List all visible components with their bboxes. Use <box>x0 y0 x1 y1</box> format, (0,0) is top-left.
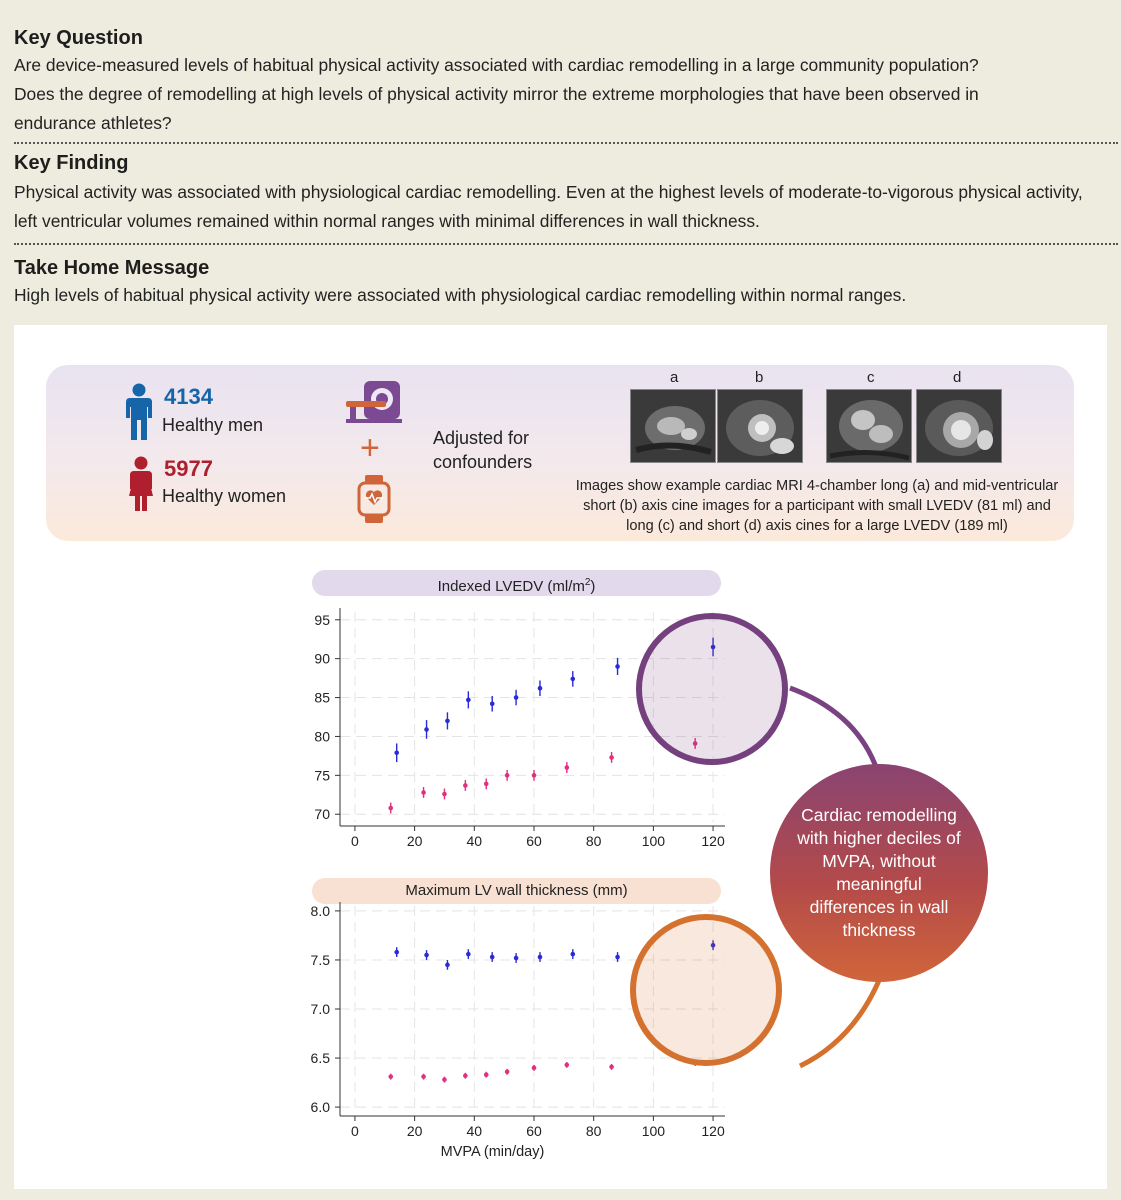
lvedv-x-tick-label: 60 <box>526 833 542 849</box>
wall-women-point <box>484 1072 489 1077</box>
adjusted-line-2: confounders <box>433 452 533 472</box>
wall-women-point <box>388 1074 393 1079</box>
wall-x-axis-label: MVPA (min/day) <box>440 1144 545 1160</box>
plus-sign: + <box>360 429 380 467</box>
wall-men-point <box>570 952 575 957</box>
key-finding-line-1: Physical activity was associated with physiological cardiac remodelling. Even at the highest levels of moderate-to-vigorous physical activity, <box>14 182 1083 202</box>
lvedv-x-tick-label: 80 <box>585 833 602 849</box>
wall-women-point <box>609 1065 614 1070</box>
wall-men-point <box>490 955 495 960</box>
wall-x-tick-label: 60 <box>526 1123 542 1139</box>
lvedv-men-point <box>394 750 399 755</box>
lvedv-x-tick-label: 40 <box>466 833 483 849</box>
lvedv-men-point <box>490 701 495 706</box>
wall-x-tick-label: 0 <box>351 1123 359 1139</box>
mri-letter-c: c <box>867 369 875 386</box>
lvedv-women-point <box>442 792 447 797</box>
wall-women-point <box>565 1063 570 1068</box>
adjusted-line-1: Adjusted for <box>433 428 530 448</box>
wall-x-tick-label: 20 <box>406 1123 423 1139</box>
conclusion-callout <box>770 764 988 982</box>
lvedv-y-tick-label: 85 <box>314 689 330 706</box>
key-question-title: Key Question <box>14 27 143 49</box>
key-finding-line-2: left ventricular volumes remained within normal ranges with minimal differences in wall thickness. <box>14 211 760 231</box>
lvedv-men-point <box>570 677 575 682</box>
women-label: Healthy women <box>162 486 287 506</box>
mri-caption-line-2: short (b) axis cine images for a participant with small LVEDV (81 ml) and <box>583 498 1051 514</box>
wall-x-tick-label: 40 <box>466 1123 483 1139</box>
lvedv-y-tick-label: 75 <box>314 767 330 784</box>
women-count: 5977 <box>164 456 213 481</box>
highlight-circle-wall <box>633 917 779 1063</box>
connector-arc-top <box>790 688 876 767</box>
lvedv-x-tick-label: 20 <box>406 833 423 849</box>
lvedv-y-tick-label: 80 <box>314 728 330 745</box>
wall-x-tick-label: 80 <box>585 1123 602 1139</box>
lvedv-men-point <box>514 695 519 700</box>
wall-women-point <box>505 1069 510 1074</box>
lvedv-y-tick-label: 90 <box>314 650 330 667</box>
lvedv-men-point <box>615 664 620 669</box>
wall-women-point <box>442 1077 447 1082</box>
chart-2-title: Maximum LV wall thickness (mm) <box>312 878 721 904</box>
wall-women-point <box>421 1074 426 1079</box>
wall-y-tick-label: 7.5 <box>310 951 330 968</box>
lvedv-men-point <box>466 698 471 703</box>
lvedv-x-tick-label: 0 <box>351 833 359 849</box>
lvedv-men-point <box>538 686 543 691</box>
lvedv-women-point <box>388 806 393 811</box>
chart-1-title: Indexed LVEDV $(ml/m^2)$ <box>312 570 721 596</box>
lvedv-women-point <box>609 755 614 760</box>
connector-arc-bottom <box>800 968 884 1066</box>
wall-men-point <box>394 950 399 955</box>
lvedv-x-tick-label: 120 <box>701 833 725 849</box>
wall-men-point <box>445 963 450 968</box>
wall-men-point <box>538 955 543 960</box>
take-home-title: Take Home Message <box>14 257 210 279</box>
wall-y-tick-label: 6.5 <box>310 1050 330 1067</box>
lvedv-women-point <box>565 765 570 770</box>
wall-y-tick-label: 7.0 <box>310 1001 330 1017</box>
wall-men-point <box>424 953 429 958</box>
wall-men-point <box>466 952 471 957</box>
key-question-line-3: endurance athletes? <box>14 113 172 133</box>
lvedv-y-tick-label: 95 <box>314 611 330 628</box>
callout-text: Cardiac remodelling with higher deciles of MVPA, without meaningful differences in wall thickness <box>797 805 961 940</box>
lvedv-men-point <box>424 727 429 732</box>
highlight-circle-lvedv <box>639 616 785 762</box>
wall-women-point <box>532 1066 537 1071</box>
mri-letter-a: a <box>670 369 679 386</box>
wall-women-point <box>463 1073 468 1078</box>
mri-letter-b: b <box>755 369 764 386</box>
men-label: Healthy men <box>162 415 264 435</box>
wall-men-point <box>615 955 620 960</box>
wall-x-tick-label: 120 <box>701 1123 725 1139</box>
key-question-line-1: Are device-measured levels of habitual physical activity associated with cardiac remodelling in a large community population? <box>14 55 979 75</box>
lvedv-women-point <box>463 783 468 788</box>
lvedv-women-point <box>505 773 510 778</box>
wall-y-tick-label: 6.0 <box>310 1099 330 1116</box>
key-finding-title: Key Finding <box>14 152 129 174</box>
key-question-line-2: Does the degree of remodelling at high levels of physical activity mirror the extreme morphologies that have been observed in <box>14 84 979 104</box>
lvedv-women-point <box>421 790 426 795</box>
lvedv-x-tick-label: 100 <box>641 833 666 849</box>
wall-x-tick-label: 100 <box>641 1123 666 1139</box>
wall-y-tick-label: 8.0 <box>310 902 330 919</box>
mri-caption-line-1: Images show example cardiac MRI 4-chamber long (a) and mid-ventricular <box>575 478 1059 494</box>
lvedv-women-point <box>484 782 489 787</box>
wall-men-point <box>514 956 519 961</box>
mri-letter-d: d <box>953 369 962 386</box>
lvedv-y-tick-label: 70 <box>314 806 330 823</box>
lvedv-women-point <box>532 773 537 778</box>
lvedv-men-point <box>445 719 450 724</box>
men-count: 4134 <box>164 384 213 409</box>
mri-caption-line-3: long (c) and short (d) axis cines for a large LVEDV (189 ml) <box>626 518 1008 534</box>
take-home-line-1: High levels of habitual physical activity were associated with physiological cardiac remodelling within normal ranges. <box>14 285 907 305</box>
